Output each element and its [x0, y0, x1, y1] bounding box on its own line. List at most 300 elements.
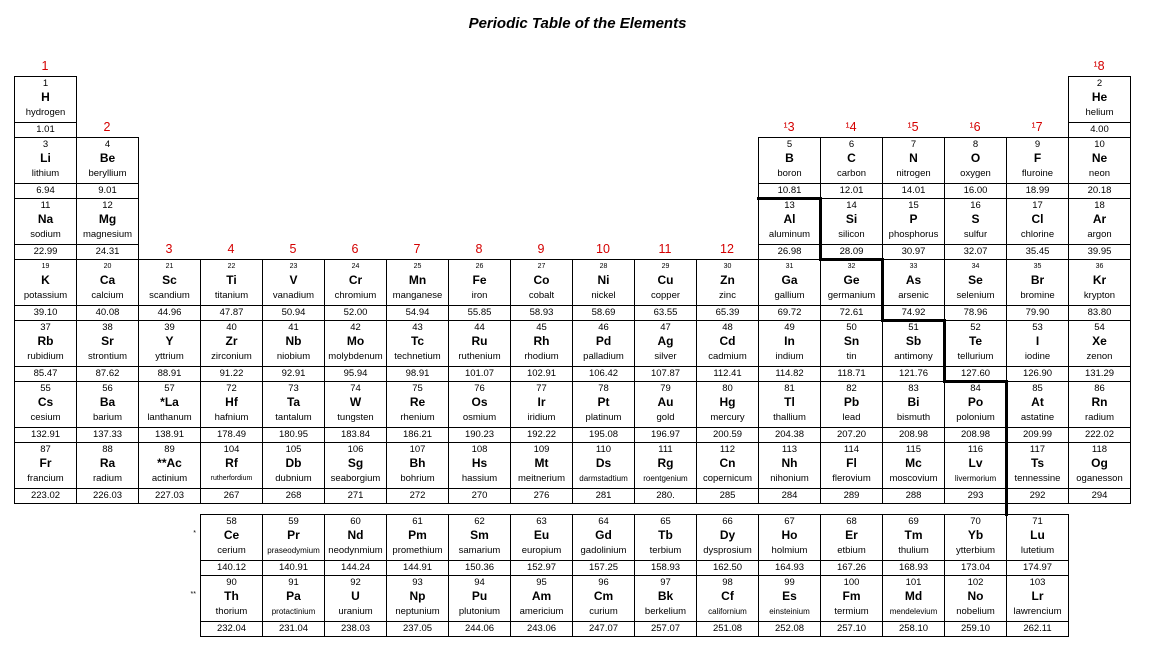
atomic-number: 51: [908, 322, 919, 333]
element-name: tellurium: [957, 351, 994, 362]
element-cell-sb: [882, 320, 945, 382]
atomic-number: 87: [40, 444, 51, 455]
atomic-number: 15: [908, 200, 919, 211]
atomic-mass: 91.22: [201, 366, 262, 381]
element-cell-lv: [944, 442, 1007, 504]
atomic-mass: 50.94: [263, 305, 324, 320]
element-symbol: Pt: [597, 395, 610, 409]
element-cell-cl: [1006, 198, 1069, 260]
element-name: carbon: [836, 168, 867, 179]
atomic-mass: 20.18: [1069, 183, 1130, 198]
atomic-mass: 204.38: [759, 427, 820, 442]
element-cell-fe: [448, 259, 511, 321]
element-name: darmstadtium: [579, 474, 628, 483]
atomic-mass: 121.76: [883, 366, 944, 381]
element-cell-ac: [138, 442, 201, 504]
element-cell-na: [14, 198, 77, 260]
atomic-number: 28: [599, 263, 608, 270]
group-label: 6: [351, 242, 359, 256]
element-name: germanium: [827, 290, 876, 301]
atomic-number: 72: [226, 383, 237, 394]
atomic-number: 18: [1094, 200, 1105, 211]
atomic-mass: 289: [821, 488, 882, 503]
element-cell-og: [1068, 442, 1131, 504]
element-cell-bh: [386, 442, 449, 504]
element-symbol: Ne: [1091, 151, 1108, 165]
element-symbol: He: [1091, 90, 1108, 104]
element-cell-tb: [634, 514, 697, 576]
atomic-mass: 252.08: [759, 621, 820, 636]
element-cell-k: [14, 259, 77, 321]
atomic-mass: 227.03: [139, 488, 200, 503]
atomic-mass: 102.91: [511, 366, 572, 381]
atomic-number: 65: [660, 516, 671, 527]
atomic-mass: 58.93: [511, 305, 572, 320]
atomic-mass: 150.36: [449, 560, 510, 575]
atomic-number: 1: [42, 78, 49, 89]
element-name: dysprosium: [703, 545, 752, 556]
element-symbol: Rn: [1091, 395, 1108, 409]
element-name: titanium: [214, 290, 249, 301]
atomic-mass: 55.85: [449, 305, 510, 320]
atomic-number: 107: [409, 444, 426, 455]
element-symbol: Ba: [99, 395, 116, 409]
element-symbol: Rf: [225, 456, 238, 470]
atomic-mass: 257.10: [821, 621, 882, 636]
lanthanide-marker: *: [193, 530, 196, 537]
atomic-number: 75: [412, 383, 423, 394]
element-name: iron: [471, 290, 488, 301]
element-symbol: Sr: [101, 334, 114, 348]
atomic-mass: 26.98: [759, 244, 820, 259]
atomic-mass: 32.07: [945, 244, 1006, 259]
element-symbol: Re: [409, 395, 426, 409]
element-symbol: Sg: [347, 456, 364, 470]
atomic-number: 10: [1094, 139, 1105, 150]
atomic-mass: 106.42: [573, 366, 634, 381]
element-cell-cn: [696, 442, 759, 504]
element-cell-cs: [14, 381, 77, 443]
atomic-number: 39: [164, 322, 175, 333]
element-name: neptunium: [395, 606, 440, 617]
atomic-mass: 262.11: [1007, 621, 1068, 636]
element-cell-hf: [200, 381, 263, 443]
element-symbol: Lv: [968, 456, 983, 470]
element-cell-u: [324, 575, 387, 637]
element-symbol: Sn: [843, 334, 860, 348]
group-label: ¹8: [1093, 59, 1105, 73]
element-symbol: Cd: [719, 334, 736, 348]
element-name: fluroine: [1021, 168, 1054, 179]
atomic-mass: 244.06: [449, 621, 510, 636]
element-cell-kr: [1068, 259, 1131, 321]
element-cell-re: [386, 381, 449, 443]
element-name: chlorine: [1020, 229, 1055, 240]
atomic-mass: 158.93: [635, 560, 696, 575]
element-cell-po: [944, 381, 1007, 443]
atomic-number: 77: [536, 383, 547, 394]
atomic-mass: 14.01: [883, 183, 944, 198]
element-name: antimony: [894, 351, 933, 362]
atomic-mass: 178.49: [201, 427, 262, 442]
element-symbol: *La: [160, 395, 179, 409]
atomic-mass: 47.87: [201, 305, 262, 320]
element-symbol: Sc: [162, 273, 177, 287]
element-symbol: Tm: [904, 528, 923, 542]
element-name: rutherfordium: [210, 475, 253, 482]
element-cell-i: [1006, 320, 1069, 382]
element-symbol: Tl: [784, 395, 795, 409]
atomic-mass: 9.01: [77, 183, 138, 198]
atomic-mass: 16.00: [945, 183, 1006, 198]
element-name: vanadium: [272, 290, 315, 301]
element-symbol: Mt: [534, 456, 549, 470]
element-name: platinum: [585, 412, 622, 423]
element-cell-sc: [138, 259, 201, 321]
element-cell-mo: [324, 320, 387, 382]
element-cell-ge: [820, 259, 883, 321]
element-cell-v: [262, 259, 325, 321]
element-name: calcium: [91, 290, 124, 301]
element-name: strontium: [87, 351, 128, 362]
element-cell-yb: [944, 514, 1007, 576]
element-cell-sr: [76, 320, 139, 382]
element-name: cobalt: [528, 290, 555, 301]
atomic-mass: 272: [387, 488, 448, 503]
element-symbol: Mc: [905, 456, 922, 470]
element-symbol: Lu: [1030, 528, 1045, 542]
atomic-number: 47: [660, 322, 671, 333]
atomic-number: 66: [722, 516, 733, 527]
element-cell-db: [262, 442, 325, 504]
element-name: tungsten: [337, 412, 374, 423]
atomic-mass: 280.: [635, 488, 696, 503]
element-cell-c: [820, 137, 883, 199]
element-symbol: Np: [409, 589, 426, 603]
atomic-mass: 259.10: [945, 621, 1006, 636]
element-symbol: Cm: [593, 589, 614, 603]
element-symbol: Fm: [842, 589, 861, 603]
element-cell-li: [14, 137, 77, 199]
atomic-mass: 58.69: [573, 305, 634, 320]
atomic-mass: 114.82: [759, 366, 820, 381]
group-label: 4: [227, 242, 235, 256]
element-cell-mc: [882, 442, 945, 504]
atomic-number: 115: [905, 444, 922, 455]
atomic-number: 44: [474, 322, 485, 333]
element-symbol: Nd: [347, 528, 364, 542]
element-symbol: Cl: [1031, 212, 1044, 226]
element-cell-au: [634, 381, 697, 443]
atomic-number: 7: [910, 139, 917, 150]
atomic-number: 20: [103, 263, 112, 270]
element-name: helium: [1085, 107, 1114, 118]
element-cell-w: [324, 381, 387, 443]
boundary-segment: [943, 319, 946, 383]
atomic-number: 108: [471, 444, 488, 455]
element-name: californium: [708, 607, 747, 616]
element-name: selenium: [956, 290, 995, 301]
element-name: lanthanum: [147, 412, 192, 423]
atomic-mass: 6.94: [15, 183, 76, 198]
group-label: ¹7: [1031, 120, 1043, 134]
atomic-mass: 226.03: [77, 488, 138, 503]
element-name: oganesson: [1076, 473, 1123, 484]
element-symbol: Pm: [408, 528, 427, 542]
element-cell-lr: [1006, 575, 1069, 637]
element-symbol: Ni: [597, 273, 610, 287]
element-name: einsteinium: [769, 607, 810, 616]
element-cell-np: [386, 575, 449, 637]
atomic-mass: 208.98: [883, 427, 944, 442]
atomic-number: 68: [846, 516, 857, 527]
atomic-number: 35: [1033, 263, 1042, 270]
atomic-mass: 223.02: [15, 488, 76, 503]
element-symbol: Gd: [595, 528, 612, 542]
atomic-mass: 285: [697, 488, 758, 503]
element-symbol: As: [905, 273, 922, 287]
atomic-number: 96: [598, 577, 609, 588]
element-cell-cr: [324, 259, 387, 321]
atomic-mass: 95.94: [325, 366, 386, 381]
element-symbol: W: [349, 395, 362, 409]
element-symbol: Ge: [843, 273, 860, 287]
element-name: protactinium: [271, 607, 316, 616]
atomic-number: 33: [909, 263, 918, 270]
element-cell-cf: [696, 575, 759, 637]
element-name: dubnium: [275, 473, 312, 484]
element-name: sulfur: [963, 229, 988, 240]
atomic-mass: 238.03: [325, 621, 386, 636]
atomic-mass: 183.84: [325, 427, 386, 442]
element-name: lutetium: [1020, 545, 1055, 556]
element-cell-ga: [758, 259, 821, 321]
element-symbol: Ar: [1092, 212, 1107, 226]
atomic-number: 95: [536, 577, 547, 588]
element-symbol: S: [971, 212, 980, 226]
atomic-number: 114: [843, 444, 860, 455]
atomic-mass: 281: [573, 488, 634, 503]
atomic-mass: 157.25: [573, 560, 634, 575]
element-symbol: No: [967, 589, 984, 603]
atomic-mass: 39.95: [1069, 244, 1130, 259]
element-name: zenon: [1086, 351, 1113, 362]
atomic-number: 45: [536, 322, 547, 333]
atomic-number: 22: [227, 263, 236, 270]
element-symbol: At: [1031, 395, 1044, 409]
atomic-number: 61: [412, 516, 423, 527]
element-cell-cu: [634, 259, 697, 321]
element-name: lead: [842, 412, 861, 423]
element-cell-ds: [572, 442, 635, 504]
element-symbol: In: [784, 334, 795, 348]
atomic-number: 70: [970, 516, 981, 527]
group-label: ¹6: [969, 120, 981, 134]
page-title: Periodic Table of the Elements: [468, 15, 687, 32]
element-symbol: Te: [968, 334, 983, 348]
atomic-number: 116: [967, 444, 984, 455]
element-cell-br: [1006, 259, 1069, 321]
atomic-number: 56: [102, 383, 113, 394]
element-symbol: Ra: [99, 456, 116, 470]
element-symbol: Tb: [658, 528, 673, 542]
atomic-mass: 98.91: [387, 366, 448, 381]
atomic-number: 60: [350, 516, 361, 527]
atomic-number: 110: [595, 444, 612, 455]
atomic-number: 57: [164, 383, 175, 394]
element-name: nitrogen: [896, 168, 931, 179]
element-name: moscovium: [889, 473, 938, 484]
element-cell-ne: [1068, 137, 1131, 199]
atomic-number: 8: [972, 139, 979, 150]
element-name: europium: [521, 545, 562, 556]
element-symbol: Pb: [843, 395, 860, 409]
element-name: arsenic: [898, 290, 929, 301]
element-symbol: Es: [782, 589, 797, 603]
atomic-mass: 107.87: [635, 366, 696, 381]
element-cell-lu: [1006, 514, 1069, 576]
atomic-mass: 200.59: [697, 427, 758, 442]
atomic-mass: 232.04: [201, 621, 262, 636]
element-symbol: Tc: [410, 334, 425, 348]
element-symbol: Au: [657, 395, 674, 409]
element-name: sodium: [30, 229, 61, 240]
group-label: ¹3: [783, 120, 795, 134]
element-name: astatine: [1020, 412, 1055, 423]
element-name: uranium: [338, 606, 373, 617]
group-label: 11: [658, 242, 672, 256]
atomic-mass: 118.71: [821, 366, 882, 381]
element-name: copper: [650, 290, 681, 301]
element-name: radium: [1084, 412, 1115, 423]
element-name: aluminum: [768, 229, 811, 240]
element-name: curium: [589, 606, 618, 617]
element-cell-la: [138, 381, 201, 443]
element-cell-bi: [882, 381, 945, 443]
element-name: cadmium: [708, 351, 747, 362]
element-symbol: Bh: [409, 456, 426, 470]
element-name: thorium: [215, 606, 248, 617]
element-cell-f: [1006, 137, 1069, 199]
atomic-number: 103: [1029, 577, 1046, 588]
element-symbol: Mo: [346, 334, 365, 348]
atomic-number: 38: [102, 322, 113, 333]
element-symbol: Zr: [225, 334, 238, 348]
element-symbol: Kr: [1092, 273, 1107, 287]
element-symbol: Hf: [225, 395, 238, 409]
element-name: krypton: [1083, 290, 1116, 301]
atomic-number: 100: [843, 577, 860, 588]
atomic-mass: 293: [945, 488, 1006, 503]
atomic-mass: 30.97: [883, 244, 944, 259]
atomic-number: 40: [226, 322, 237, 333]
element-cell-rb: [14, 320, 77, 382]
element-name: hassium: [461, 473, 498, 484]
atomic-number: 17: [1032, 200, 1043, 211]
atomic-number: 117: [1029, 444, 1046, 455]
element-cell-nh: [758, 442, 821, 504]
atomic-number: 109: [533, 444, 550, 455]
atomic-number: 11: [40, 200, 51, 211]
element-name: thallium: [773, 412, 806, 423]
atomic-mass: 174.97: [1007, 560, 1068, 575]
atomic-mass: 288: [883, 488, 944, 503]
atomic-number: 69: [908, 516, 919, 527]
atomic-mass: 292: [1007, 488, 1068, 503]
element-symbol: Rg: [657, 456, 674, 470]
element-name: barium: [92, 412, 123, 423]
element-cell-sn: [820, 320, 883, 382]
element-name: bromine: [1020, 290, 1055, 301]
element-symbol: Zn: [720, 273, 735, 287]
atomic-mass: 231.04: [263, 621, 324, 636]
element-name: chromium: [334, 290, 377, 301]
element-cell-n: [882, 137, 945, 199]
element-symbol: Ds: [595, 456, 612, 470]
atomic-mass: 72.61: [821, 305, 882, 320]
atomic-mass: 190.23: [449, 427, 510, 442]
atomic-number: 52: [970, 322, 981, 333]
element-cell-ta: [262, 381, 325, 443]
atomic-mass: 237.05: [387, 621, 448, 636]
element-name: nihonium: [770, 473, 809, 484]
atomic-mass: 276: [511, 488, 572, 503]
element-name: thulium: [898, 545, 929, 556]
element-cell-zr: [200, 320, 263, 382]
element-cell-ti: [200, 259, 263, 321]
element-symbol: N: [909, 151, 918, 165]
element-symbol: Dy: [719, 528, 736, 542]
atomic-mass: 78.96: [945, 305, 1006, 320]
element-name: plutonium: [458, 606, 501, 617]
element-cell-mn: [386, 259, 449, 321]
atomic-number: 37: [40, 322, 51, 333]
atomic-number: 78: [598, 383, 609, 394]
element-name: osmium: [462, 412, 497, 423]
atomic-number: 88: [102, 444, 113, 455]
element-symbol: Am: [531, 589, 552, 603]
element-cell-dy: [696, 514, 759, 576]
element-symbol: Th: [224, 589, 239, 603]
atomic-mass: 270: [449, 488, 510, 503]
element-name: meitnerium: [518, 473, 565, 484]
element-name: tantalum: [275, 412, 312, 423]
atomic-mass: 152.97: [511, 560, 572, 575]
atomic-number: 94: [474, 577, 485, 588]
atomic-number: 3: [42, 139, 49, 150]
atomic-number: 71: [1032, 516, 1043, 527]
element-name: palladium: [583, 351, 624, 362]
boundary-segment: [1005, 380, 1008, 516]
atomic-mass: 39.10: [15, 305, 76, 320]
atomic-mass: 268: [263, 488, 324, 503]
element-cell-co: [510, 259, 573, 321]
element-symbol: Ag: [657, 334, 674, 348]
element-cell-ir: [510, 381, 573, 443]
element-symbol: Mn: [408, 273, 427, 287]
atomic-mass: 18.99: [1007, 183, 1068, 198]
element-cell-es: [758, 575, 821, 637]
element-name: neodynmium: [328, 545, 383, 556]
element-symbol: P: [909, 212, 918, 226]
atomic-mass: 85.47: [15, 366, 76, 381]
element-cell-ni: [572, 259, 635, 321]
boundary-segment: [943, 380, 1008, 383]
atomic-number: 48: [722, 322, 733, 333]
atomic-mass: 164.93: [759, 560, 820, 575]
atomic-mass: 267: [201, 488, 262, 503]
atomic-mass: 196.97: [635, 427, 696, 442]
